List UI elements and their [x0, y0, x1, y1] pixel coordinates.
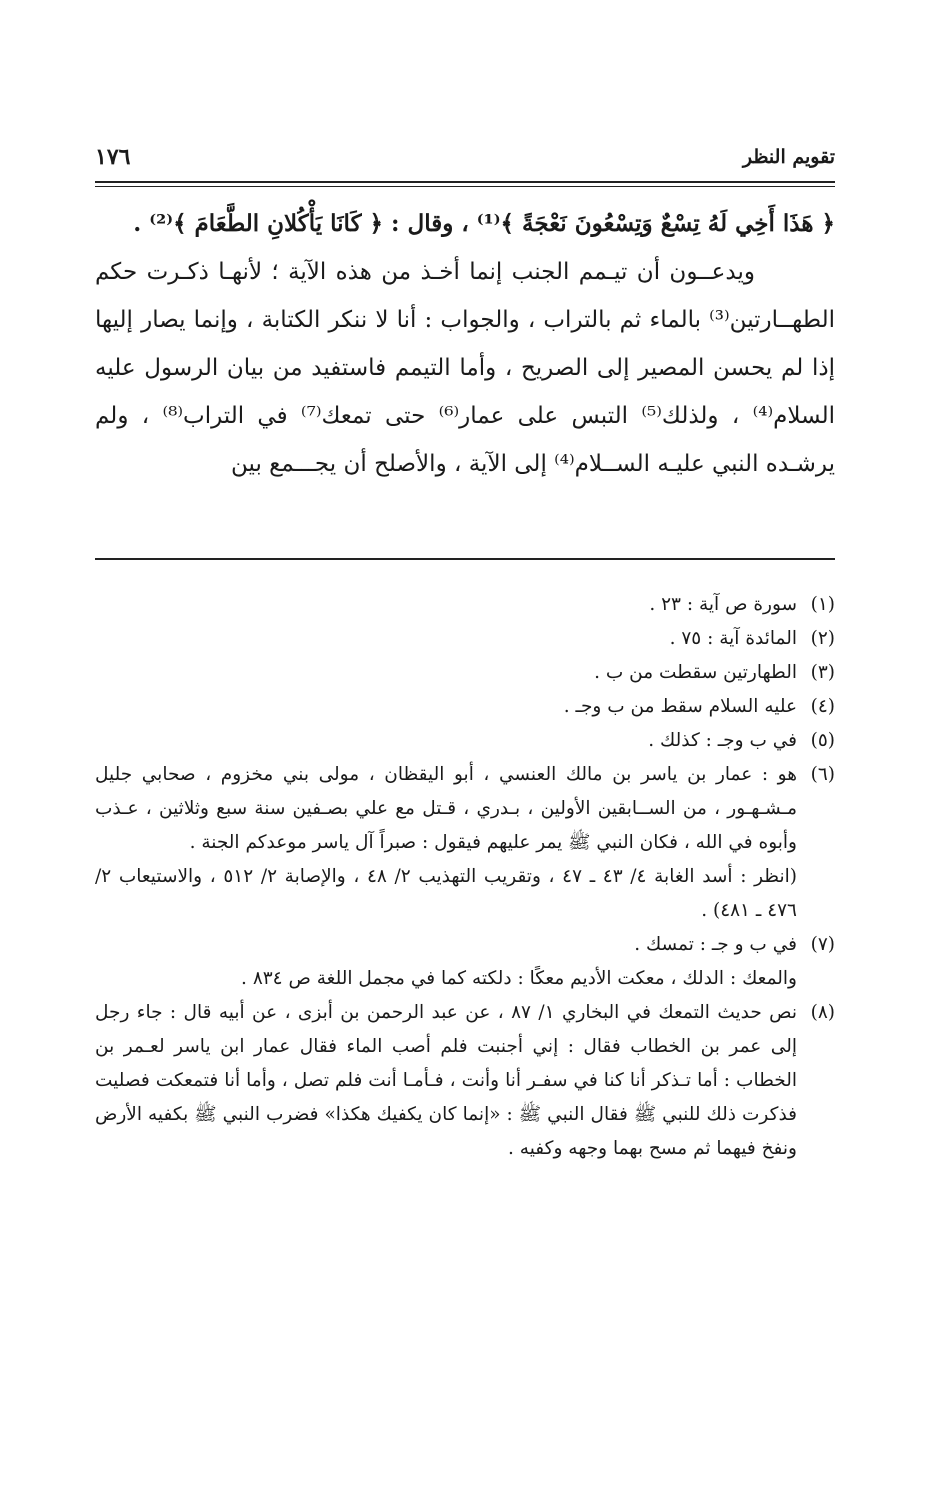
footnote-text: والمعك : الدلك ، معكت الأديم معكًا : دلكته كما في مجمل اللغة ص ٨٣٤ . — [241, 968, 797, 989]
footnote-number: (٢) — [810, 628, 835, 649]
quran-verse-line: ﴿ هَذَا أَخِي لَهُ تِسْعٌ وَتِسْعُونَ نَعْجَةً ﴾⁽¹⁾ ، وقال : ﴿ كَانَا يَأْكُلانِ الطَّعَامَ ﴾⁽²⁾ . — [133, 210, 835, 237]
footnote-4 — [95, 690, 835, 724]
page-number: ١٧٦ — [95, 144, 131, 170]
footnote-7-gloss — [95, 962, 835, 996]
footnote-number: (٦) — [810, 764, 835, 785]
footnote-text: الطهارتين سقطت من ب . — [594, 662, 797, 683]
footnote-text: في ب وجـ : كذلك . — [648, 730, 797, 751]
footnote-number: (٧) — [810, 934, 835, 955]
header-rule — [95, 181, 835, 183]
footnote-text: عليه السلام سقط من ب وجـ . — [563, 696, 797, 717]
footnote-number: (٣) — [810, 662, 835, 683]
body-paragraph: ويدعــون أن تيـمم الجنب إنما أخـذ من هذه الآية ؛ لأنهـا ذكـرت حكم الطهــارتين⁽³⁾ بالماء ثم بالتراب ، والجواب : أنا لا ننكر الكتابة ، وإنما يصار إليها إذا لم يحسن المصير إلى الصريح ، وأما التيمم فاستفيد من بيان الرسول عليه السلام⁽⁴⁾ ، ولذلك⁽⁵⁾ التبس على عمار⁽⁶⁾ حتى تمعك⁽⁷⁾ في التراب⁽⁸⁾ ، ولم يرشـده النبي عليـه الســلام⁽⁴⁾ إلى الآية ، والأصلح أن يجـــمع بين — [95, 259, 835, 477]
footnote-7 — [95, 928, 835, 962]
footnote-number: (١) — [810, 594, 835, 615]
footnote-text: (انظر : أسد الغابة ٤/ ٤٣ ـ ٤٧ ، وتقريب التهذيب ٢/ ٤٨ ، والإصابة ٢/ ٥١٢ ، والاستيعاب ٢/ ٤٧٦ ـ ٤٨١) . — [95, 866, 797, 921]
footnote-text: سورة ص آية : ٢٣ . — [649, 594, 797, 615]
header-rule-thin — [95, 186, 835, 187]
footnote-text: هو : عمار بن ياسر بن مالك العنسي ، أبو اليقظان ، مولى بني مخزوم ، صحابي جليل مـشـهـور ، من الســابقين الأولين ، بـدري ، قـتل مع علي بصـفين سنة سبع وثلاثين ، عـذب وأبوه في الله ، فكان النبي ﷺ يمر عليهم فيقول : صبراً آل ياسر موعدكم الجنة . — [95, 764, 797, 853]
footnote-6-references — [95, 860, 835, 928]
footnote-3 — [95, 656, 835, 690]
footnote-number: (٤) — [810, 696, 835, 717]
footnote-6 — [95, 758, 835, 860]
footnote-number: (٨) — [810, 1002, 835, 1023]
footnote-number: (٥) — [810, 730, 835, 751]
footnotes — [95, 588, 835, 1166]
footnote-text: المائدة آية : ٧٥ . — [669, 628, 797, 649]
footnote-5 — [95, 724, 835, 758]
page-header — [95, 142, 835, 182]
running-title: تقويم النظر — [742, 146, 835, 168]
footnote-separator — [95, 558, 835, 560]
footnote-text: نص حديث التمعك في البخاري ١/ ٨٧ ، عن عبد الرحمن بن أبزى ، عن أبيه قال : جاء رجل إلى عمر بن الخطاب فقال : إني أجنبت فلم أصب الماء فقال عمار ابن ياسر لعـمر بن الخطاب : أما تـذكر أنا كنا في سفـر أنا وأنت ، فـأمـا أنت فلم تصل ، وأما أنا فتمعكت فصليت فذكرت ذلك للنبي ﷺ فقال النبي ﷺ : «إنما كان يكفيك هكذا» فضرب النبي ﷺ بكفيه الأرض ونفخ فيهما ثم مسح بهما وجهه وكفيه . — [95, 1002, 797, 1159]
footnote-2 — [95, 622, 835, 656]
footnote-text: في ب و جـ : تمسك . — [634, 934, 797, 955]
footnote-1 — [95, 588, 835, 622]
main-text — [95, 200, 835, 488]
footnote-8 — [95, 996, 835, 1166]
